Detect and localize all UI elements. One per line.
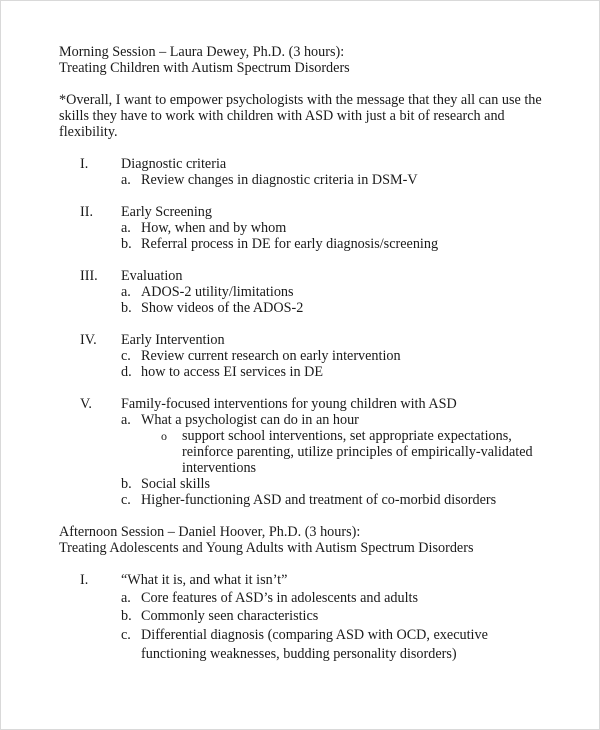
- section-numeral: V.: [80, 396, 92, 412]
- section-title: Diagnostic criteria: [121, 156, 227, 172]
- item-letter: b.: [121, 236, 132, 252]
- item-letter: a.: [121, 412, 131, 428]
- afternoon-session-title: Treating Adolescents and Young Adults with Autism Spectrum Disorders: [59, 540, 474, 556]
- section-numeral: III.: [80, 268, 98, 284]
- item-text: Higher-functioning ASD and treatment of co-morbid disorders: [141, 492, 497, 508]
- item-text: What a psychologist can do in an hour: [141, 412, 359, 428]
- section-numeral: II.: [80, 204, 93, 220]
- item-text: Social skills: [141, 476, 210, 492]
- bullet-text-line: support school interventions, set appropriate expectations,: [182, 428, 512, 444]
- section-numeral: I.: [80, 572, 89, 588]
- item-text: Show videos of the ADOS-2: [141, 300, 304, 316]
- section-numeral: IV.: [80, 332, 97, 348]
- afternoon-session-heading: Afternoon Session – Daniel Hoover, Ph.D. (3 hours):: [59, 524, 361, 540]
- item-text: Differential diagnosis (comparing ASD with OCD, executive: [141, 627, 488, 643]
- bullet-text-line: interventions: [182, 460, 257, 476]
- item-text: Commonly seen characteristics: [141, 608, 319, 624]
- item-text: Review changes in diagnostic criteria in DSM-V: [141, 172, 418, 188]
- item-text: Referral process in DE for early diagnosis/screening: [141, 236, 439, 252]
- section-title: Evaluation: [121, 268, 183, 284]
- section-title: Family-focused interventions for young children with ASD: [121, 396, 457, 412]
- item-letter: d.: [121, 364, 132, 380]
- morning-session-title: Treating Children with Autism Spectrum Disorders: [59, 60, 350, 76]
- item-letter: a.: [121, 590, 131, 606]
- morning-session-heading: Morning Session – Laura Dewey, Ph.D. (3 hours):: [59, 44, 345, 60]
- item-letter: a.: [121, 220, 131, 236]
- overview-line-1: *Overall, I want to empower psychologists with the message that they all can use the: [59, 92, 542, 108]
- item-letter: c.: [121, 492, 131, 508]
- section-title: “What it is, and what it isn’t”: [121, 572, 288, 588]
- item-text: ADOS-2 utility/limitations: [141, 284, 294, 300]
- item-letter: c.: [121, 627, 131, 643]
- section-title: Early Screening: [121, 204, 212, 220]
- overview-line-3: flexibility.: [59, 124, 118, 140]
- item-text: How, when and by whom: [141, 220, 287, 236]
- item-text: Review current research on early intervention: [141, 348, 401, 364]
- item-text: how to access EI services in DE: [141, 364, 324, 380]
- section-numeral: I.: [80, 156, 89, 172]
- item-text: Core features of ASD’s in adolescents and adults: [141, 590, 418, 606]
- section-title: Early Intervention: [121, 332, 225, 348]
- item-letter: b.: [121, 608, 132, 624]
- bullet-text-line: reinforce parenting, utilize principles of empirically-validated: [182, 444, 533, 460]
- item-letter: a.: [121, 172, 131, 188]
- item-letter: a.: [121, 284, 131, 300]
- item-letter: c.: [121, 348, 131, 364]
- item-letter: b.: [121, 476, 132, 492]
- overview-line-2: skills they have to work with children with ASD with just a bit of research and: [59, 108, 505, 124]
- item-letter: b.: [121, 300, 132, 316]
- bullet-marker: o: [161, 429, 167, 443]
- item-text-continuation: functioning weaknesses, budding personality disorders): [141, 646, 457, 662]
